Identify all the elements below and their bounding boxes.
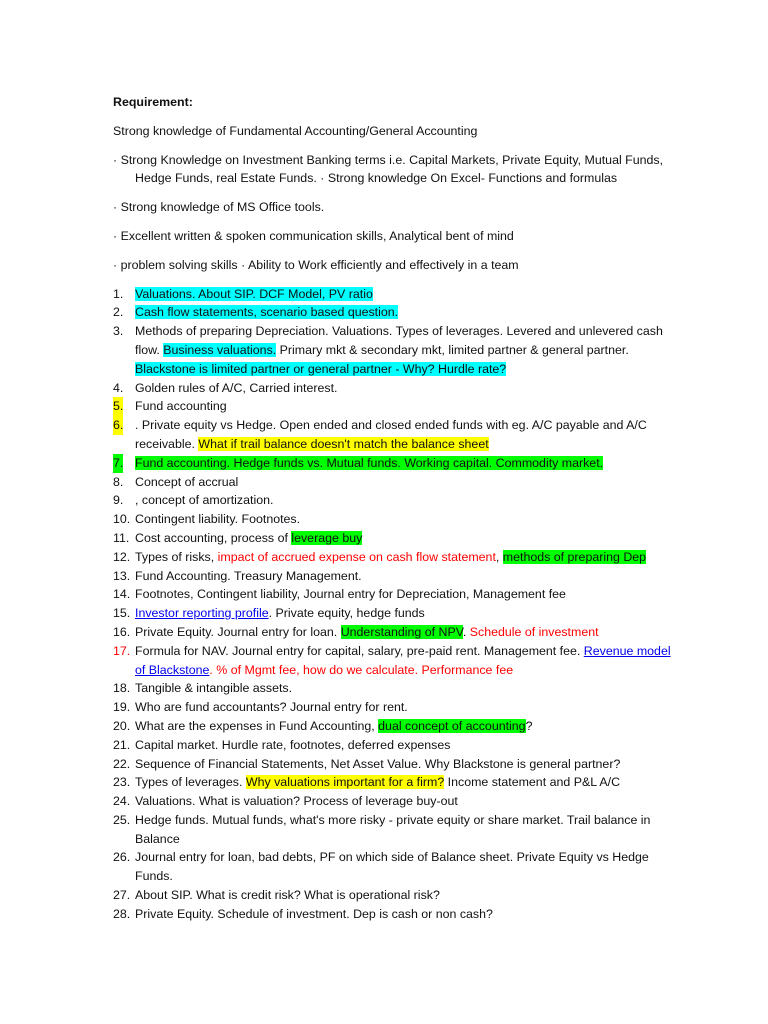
question-text: Why valuations important for a firm? [245, 775, 445, 790]
question-text: Primary mkt & secondary mkt, limited partner & general partner. [276, 342, 629, 357]
question-item [113, 736, 673, 755]
question-text: Methods of preparing Depreciation. Valuations. Types of leverages. Levered and unlevered cash flow. [135, 324, 663, 357]
question-text: Concept of accrual [135, 474, 239, 489]
question-text: , [495, 549, 503, 564]
question-number: 14. [113, 587, 131, 602]
question-number: 7. [113, 454, 123, 473]
question-text: leverage buy [291, 530, 363, 545]
question-text: Schedule of investment [469, 624, 599, 639]
requirement-line-2: · Strong Knowledge on Investment Banking terms i.e. Capital Markets, Private Equity, Mutual Funds, Hedge Funds, real Estate Funds. · Strong knowledge On Excel- Functions and formulas [113, 152, 664, 186]
question-text: Income statement and P&L A/C [444, 775, 621, 790]
question-number: 2. [113, 305, 124, 320]
question-item [113, 623, 673, 642]
question-item [113, 567, 673, 586]
requirement-line-1: Strong knowledge of Fundamental Accounting/General Accounting [113, 123, 478, 138]
question-item [113, 416, 673, 454]
question-item [113, 604, 673, 623]
question-text: ? [525, 718, 533, 733]
question-number: 21. [113, 737, 131, 752]
question-number: 13. [113, 568, 131, 583]
question-item [113, 886, 673, 905]
question-text: Private Equity. Journal entry for loan. [135, 624, 341, 639]
question-text: . Private equity vs Hedge. Open ended and closed ended funds with eg. A/C payable and A/C receivable. [135, 418, 647, 451]
question-number: 9. [113, 493, 124, 508]
question-text: . Private equity, hedge funds [268, 606, 425, 621]
requirement-heading: Requirement: [113, 95, 193, 109]
question-number: 10. [113, 512, 131, 527]
question-item [113, 811, 673, 849]
question-number: 17. [113, 643, 131, 658]
question-text: Capital market. Hurdle rate, footnotes, deferred expenses [135, 737, 451, 752]
question-item [113, 679, 673, 698]
question-item [113, 548, 673, 567]
question-text: Fund accounting. Hedge funds vs. Mutual funds. Working capital. Commodity market. [135, 455, 604, 470]
question-number: 5. [113, 397, 123, 416]
question-text: dual concept of accounting [378, 718, 526, 733]
question-number: 26. [113, 850, 131, 865]
question-number: 27. [113, 888, 131, 903]
question-item [113, 303, 673, 322]
question-item [113, 717, 673, 736]
question-text: Tangible & intangible assets. [135, 681, 293, 696]
question-item [113, 698, 673, 717]
question-item [113, 755, 673, 774]
question-number: 12. [113, 549, 131, 564]
question-item [113, 773, 673, 792]
question-text: Journal entry for loan, bad debts, PF on which side of Balance sheet. Private Equity vs Hedge Funds. [135, 850, 649, 884]
question-item [113, 585, 673, 604]
question-number: 1. [113, 286, 124, 301]
question-number: 4. [113, 380, 124, 395]
question-text: Hedge funds. Mutual funds, what's more risky - private equity or share market. Trail balance in Balance [135, 812, 651, 846]
question-item [113, 642, 673, 680]
question-text: Golden rules of A/C, Carried interest. [135, 380, 338, 395]
question-item [113, 322, 673, 378]
question-text: Business valuations. [163, 342, 277, 357]
question-text: Footnotes, Contingent liability, Journal entry for Depreciation, Management fee [135, 587, 566, 602]
question-text: Sequence of Financial Statements, Net Asset Value. Why Blackstone is general partner? [135, 756, 621, 771]
question-number: 6. [113, 416, 123, 435]
question-text: Cash flow statements, scenario based question. [135, 305, 399, 320]
question-text: impact of accrued expense on cash flow statement [217, 549, 496, 564]
question-item [113, 454, 673, 473]
question-text: About SIP. What is credit risk? What is operational risk? [135, 888, 440, 903]
question-item [113, 529, 673, 548]
question-text: Private Equity. Schedule of investment. Dep is cash or non cash? [135, 906, 493, 921]
question-text: , concept of amortization. [135, 493, 274, 508]
question-item [113, 792, 673, 811]
question-number: 15. [113, 606, 131, 621]
question-text: Contingent liability. Footnotes. [135, 512, 301, 527]
question-number: 19. [113, 700, 131, 715]
question-item [113, 285, 673, 304]
question-text: Fund Accounting. Treasury Management. [135, 568, 362, 583]
question-text: What are the expenses in Fund Accounting, [135, 718, 379, 733]
question-number: 23. [113, 775, 131, 790]
question-item [113, 491, 673, 510]
question-item [113, 397, 673, 416]
question-text: methods of preparing Dep [502, 549, 647, 564]
question-text: Types of leverages. [135, 775, 246, 790]
question-text: . % of Mgmt fee, how do we calculate. Performance fee [209, 662, 514, 677]
question-link[interactable]: Investor reporting profile [135, 606, 269, 621]
requirement-line-4: · Excellent written & spoken communication skills, Analytical bent of mind [113, 228, 514, 243]
question-number: 24. [113, 794, 131, 809]
question-number: 3. [113, 324, 124, 339]
question-number: 8. [113, 474, 124, 489]
question-number: 28. [113, 906, 131, 921]
question-text: Cost accounting, process of [135, 530, 292, 545]
question-text: Understanding of NPV [340, 624, 463, 639]
question-number: 11. [113, 530, 130, 545]
question-link[interactable]: Revenue model of Blackstone [135, 643, 671, 677]
question-text: What if trail balance doesn't match the balance sheet [198, 436, 489, 451]
question-item [113, 905, 673, 924]
question-item [113, 379, 673, 398]
question-text: Formula for NAV. Journal entry for capital, salary, pre-paid rent. Management fee. [135, 643, 584, 658]
question-number: 22. [113, 756, 131, 771]
question-number: 16. [113, 624, 131, 639]
question-text: Who are fund accountants? Journal entry for rent. [135, 700, 408, 715]
requirement-line-3: · Strong knowledge of MS Office tools. [113, 200, 325, 215]
question-text: Blackstone is limited partner or general partner - Why? Hurdle rate? [135, 361, 507, 376]
question-text: Valuations. About SIP. DCF Model, PV ratio [135, 286, 373, 301]
question-item [113, 510, 673, 529]
question-number: 18. [113, 681, 131, 696]
question-number: 20. [113, 718, 131, 733]
question-text: Fund accounting [135, 399, 227, 414]
question-list [113, 285, 673, 924]
question-text: Valuations. What is valuation? Process of leverage buy-out [135, 794, 458, 809]
question-number: 25. [113, 812, 131, 827]
question-text: . [462, 624, 470, 639]
requirement-line-5: · problem solving skills · Ability to Work efficiently and effectively in a team [113, 257, 519, 272]
question-item [113, 848, 673, 886]
question-item [113, 473, 673, 492]
question-text: Types of risks, [135, 549, 218, 564]
document-body [113, 93, 673, 924]
